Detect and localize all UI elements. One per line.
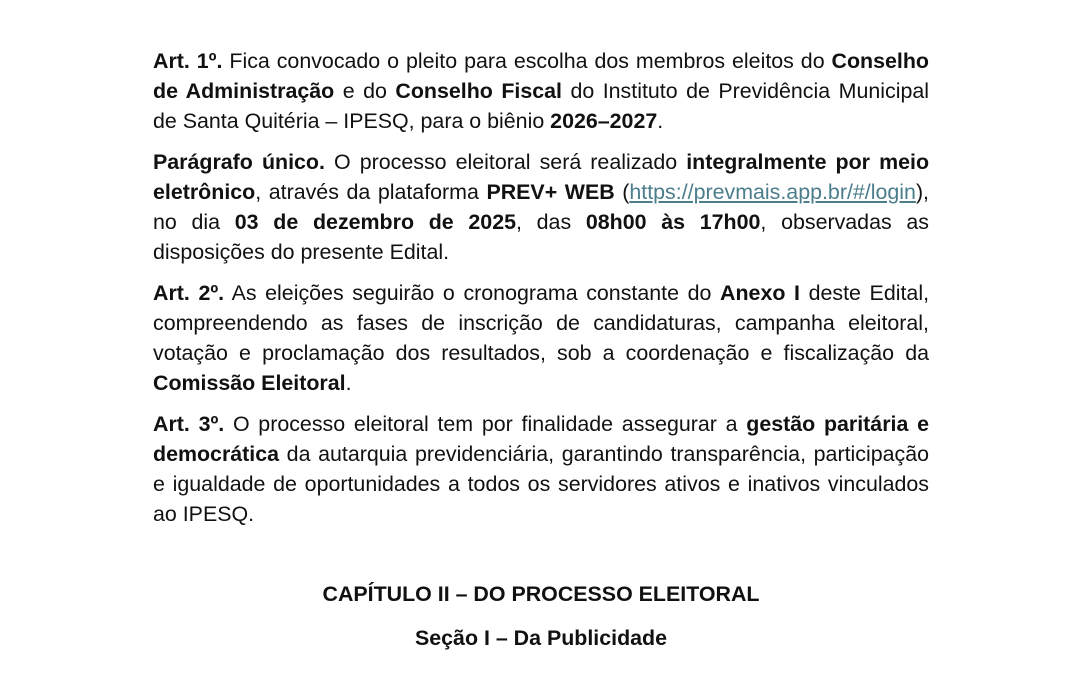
text-run-bold: Comissão Eleitoral bbox=[153, 371, 346, 395]
text-run: ( bbox=[614, 180, 630, 204]
text-run-bold: Art. 2º. bbox=[153, 281, 225, 305]
text-run-bold: Art. 1º. bbox=[153, 49, 223, 73]
text-run-bold: 08h00 às 17h00 bbox=[585, 210, 761, 234]
paragraph-art-3 bbox=[153, 409, 929, 529]
section-heading bbox=[153, 623, 929, 653]
text-run-bold: 03 de dezembro de 2025 bbox=[234, 210, 516, 234]
text-run: Fica convocado o pleito para escolha dos membros eleitos do bbox=[222, 49, 832, 73]
text-run: . bbox=[345, 371, 352, 395]
text-run-bold: Conselho Fiscal bbox=[395, 79, 562, 103]
paragraph-art-1 bbox=[153, 46, 929, 136]
prevmais-login-link[interactable]: https://prevmais.app.br/#/login bbox=[629, 180, 916, 204]
text-run-bold: PREV+ WEB bbox=[486, 180, 615, 204]
text-run-bold: Art. 3º. bbox=[153, 412, 225, 436]
paragraph-art-2 bbox=[153, 278, 929, 398]
text-run: O processo eleitoral tem por finalidade assegurar a bbox=[224, 412, 747, 436]
text-run: , através da plataforma bbox=[255, 180, 487, 204]
text-run-bold: CAPÍTULO II – DO PROCESSO ELEITORAL bbox=[322, 582, 760, 606]
text-run-bold: integralmente por meio eletrônico bbox=[153, 150, 930, 204]
text-run-bold: Seção I – Da Publicidade bbox=[414, 626, 668, 650]
text-run-bold: Anexo I bbox=[720, 281, 800, 305]
text-run-bold: gestão paritária e democrática bbox=[153, 412, 929, 466]
text-run-bold: 2026–2027 bbox=[550, 109, 658, 133]
text-run: As eleições seguirão o cronograma constante do bbox=[224, 281, 721, 305]
text-run: da autarquia previdenciária, garantindo transparência, participação e igualdade de oportunidades a todos os servidores ativos e inativos vinculados ao IPESQ. bbox=[153, 442, 929, 526]
document-body bbox=[153, 46, 929, 653]
text-run-bold: Parágrafo único. bbox=[153, 150, 325, 174]
text-run: e do bbox=[334, 79, 396, 103]
text-run: do Instituto de Previdência Municipal de Santa Quitéria – IPESQ, para o biênio bbox=[153, 79, 929, 133]
text-run: , das bbox=[516, 210, 586, 234]
text-run: ), no dia bbox=[153, 180, 930, 234]
text-run: , observadas as disposições do presente Edital. bbox=[153, 210, 929, 264]
paragraph-paragrafo-unico bbox=[153, 147, 929, 267]
text-run-bold: Conselho de Administração bbox=[153, 49, 929, 103]
text-run: . bbox=[657, 109, 664, 133]
text-run: deste Edital, compreendendo as fases de inscrição de candidaturas, campanha eleitoral, votação e proclamação dos resultados, sob a coordenação e fiscalização da bbox=[153, 281, 930, 365]
chapter-heading bbox=[153, 579, 929, 609]
text-run: O processo eleitoral será realizado bbox=[324, 150, 687, 174]
